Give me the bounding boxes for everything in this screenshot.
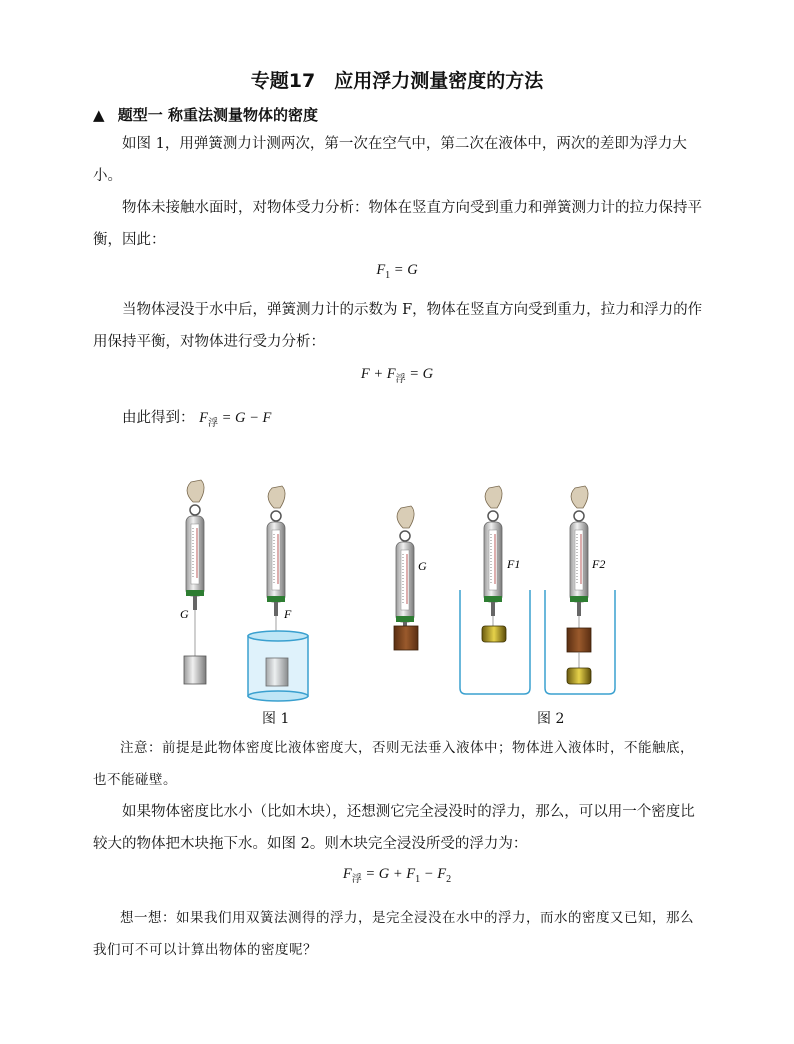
formula-f4: $F_浮 = G + F_1 - F_2$ [342,866,452,885]
paragraph-1: 如图 1，用弹簧测力计测两次，第一次在空气中，第二次在液体中，两次的差即为浮力大小。 [93,136,687,184]
section-heading-text: 题型一 称重法测量物体的密度 [117,106,319,124]
label-F-fig1: F [284,607,292,621]
wood-block-2 [567,628,591,652]
note-2: 想一想：如果我们用双簧法测得的浮力，是完全浸没在水中的浮力，而水的密度又已知，那么我们可不可以计算出物体的密度呢？ [93,910,694,958]
spring-scale-3 [396,506,414,636]
formula-f2: $F + F_浮 = G$ [360,366,434,385]
brass-weight-2 [567,668,591,684]
paragraph-3: 当物体浸没于水中后，弹簧测力计的示数为 F，物体在竖直方向受到重力，拉力和浮力的作用保持平衡，对物体进行受力分析： [93,302,703,350]
label-F2-fig2: F2 [592,557,606,571]
label-G-fig2: G [418,559,427,573]
paragraph-4: 由此得到： $F_浮 = G - F$ [122,410,272,429]
figure-1-caption: 图 1 [262,711,290,727]
figure-illustration [0,466,794,726]
spring-scale-1 [186,480,204,610]
label-F1-fig2: F1 [507,557,521,571]
brass-weight-1 [482,626,506,642]
formula-f3: $F_浮 = G - F$ [199,410,272,429]
triangle-marker-icon: ▲ [93,106,105,124]
spring-scale-2 [267,486,285,616]
paragraph-5: 如果物体密度比水小（比如木块），还想测它完全浸没时的浮力，那么，可以用一个密度比较大的物体把木块拖下水。如图 2。则木块完全浸没所受的浮力为： [93,804,695,852]
spring-scale-5 [570,486,588,616]
wood-block-1 [394,626,418,650]
figure-2-caption: 图 2 [537,711,565,727]
spring-scale-4 [484,486,502,616]
note-1: 注意：前提是此物体密度比液体密度大，否则无法垂入液体中；物体进入液体时，不能触底，也不能碰壁。 [93,740,694,788]
formula-f1: $F_1 = G$ [376,262,418,281]
label-G-fig1: G [180,607,189,621]
metal-cylinder-1 [184,656,206,684]
page-title: 专题17 应用浮力测量密度的方法 [250,70,544,92]
metal-cylinder-2 [266,658,288,686]
section-heading [93,104,318,125]
paragraph-2: 物体未接触水面时，对物体受力分析：物体在竖直方向受到重力和弹簧测力计的拉力保持平衡，因此： [93,200,702,248]
